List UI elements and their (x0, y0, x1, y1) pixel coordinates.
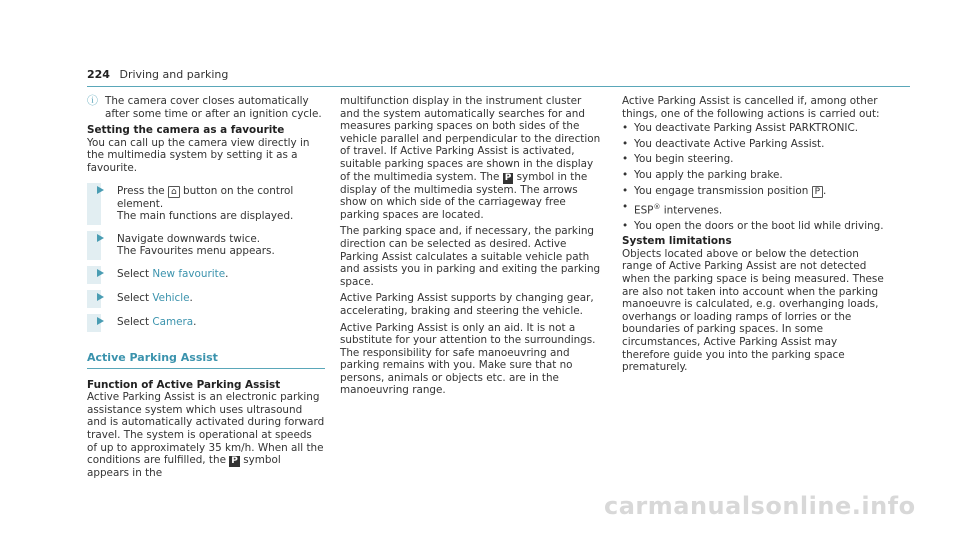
step-5: Select Camera. (87, 316, 325, 330)
function-text: Active Parking Assist is an electronic parking assistance system which uses ultrasound and is automatically activated during forward travel. The system is operational at speeds of up to approximately 35 km/h. When all the conditions are fulfilled, the P symbol appears in the (87, 391, 325, 480)
step-arrow-icon (97, 293, 104, 301)
paragraph-4: Active Parking Assist is only an aid. It is not a substitute for your attention to the surroundings. The responsibility for safe manoeuvring and parking remains with you. Make sure that no persons, animals or objects etc. are in the manoeuvring range. (340, 321, 596, 397)
home-key-icon: ⌂ (168, 186, 180, 198)
column-3 (622, 95, 884, 378)
list-item: • ESP® intervenes. (622, 200, 723, 217)
limits-text: Objects located above or below the detection range of Active Parking Assist are not detected when the parking space is being measured. These are also not taken into account when the parking manoeuvre is calculated, e.g. overhanging loads, overhangs or loading ramps of lorries or the boundaries of parking spaces. In some circumstances, Active Parking Assist may therefore guide you into the parking space prematurely. (622, 247, 884, 374)
limits-heading: System limitations (622, 235, 732, 248)
new-favourite-link[interactable]: New favourite (152, 267, 226, 280)
paragraph-2: The parking space and, if necessary, the parking direction can be selected as desired. Active Parking Assist calculates a suitable vehicle path and assists you in parking and exiting the parking space. (340, 225, 601, 288)
cancel-intro: Active Parking Assist is cancelled if, among other things, one of the following actions is carried out: (622, 95, 880, 120)
parking-symbol-icon: P (231, 456, 238, 467)
page-number: 224 (87, 68, 110, 81)
step-arrow-icon (97, 317, 104, 325)
section-heading: Active Parking Assist (87, 350, 218, 364)
paragraph-1: multifunction display in the instrument cluster and the system automatically searches for and measures parking spaces on both sides of the vehicle parallel and perpendicular to the direction of travel. If Active Parking Assist is activated, suitable parking spaces are shown in the display of the multimedia system. The P symbol in the display of the multimedia system. The arrows show on which side of the carriageway free parking spaces are located. (340, 95, 601, 221)
section-divider (87, 368, 325, 369)
fav-heading: Setting the camera as a favourite (87, 124, 285, 137)
section-title-header: Driving and parking (119, 68, 229, 81)
step-arrow-icon (97, 234, 104, 242)
parking-symbol-icon: P (504, 172, 512, 183)
column-1 (87, 95, 325, 484)
page-header (87, 69, 228, 82)
step-arrow-icon (97, 186, 104, 194)
header-divider (87, 86, 910, 87)
vehicle-link[interactable]: Vehicle (152, 291, 190, 304)
step-2: Navigate downwards twice. The Favourites menu appears. (87, 233, 325, 258)
cancel-list (622, 122, 884, 232)
list-item: • You deactivate Active Parking Assist. (622, 137, 825, 150)
list-item: • You open the doors or the boot lid while driving. (622, 219, 884, 232)
function-heading: Function of Active Parking Assist (87, 378, 281, 391)
step-arrow-icon (97, 269, 104, 277)
list-item: • You deactivate Parking Assist PARKTRONIC. (622, 122, 859, 135)
info-icon: ⓘ (87, 94, 98, 107)
list-item: • You engage transmission position P . (622, 184, 827, 197)
list-item: • You begin steering. (622, 153, 734, 166)
watermark: carmanualsonline.info (604, 492, 916, 520)
list-item: • You apply the parking brake. (622, 168, 783, 181)
camera-link[interactable]: Camera (152, 315, 194, 328)
step-4: Select Vehicle. (87, 292, 325, 306)
step-1: Press the ⌂ button on the control element. The main functions are displayed. (87, 185, 325, 223)
step-3: Select New favourite. (87, 268, 325, 282)
fav-text: You can call up the camera view directly in the multimedia system by setting it as a favourite. (87, 136, 310, 174)
gear-p-icon: P (812, 186, 823, 198)
column-2 (340, 95, 602, 401)
note: ⓘ The camera cover closes automatically after some time or after an ignition cycle. (87, 94, 322, 120)
paragraph-3: Active Parking Assist supports by changing gear, accelerating, braking and steering the vehicle. (340, 292, 594, 317)
